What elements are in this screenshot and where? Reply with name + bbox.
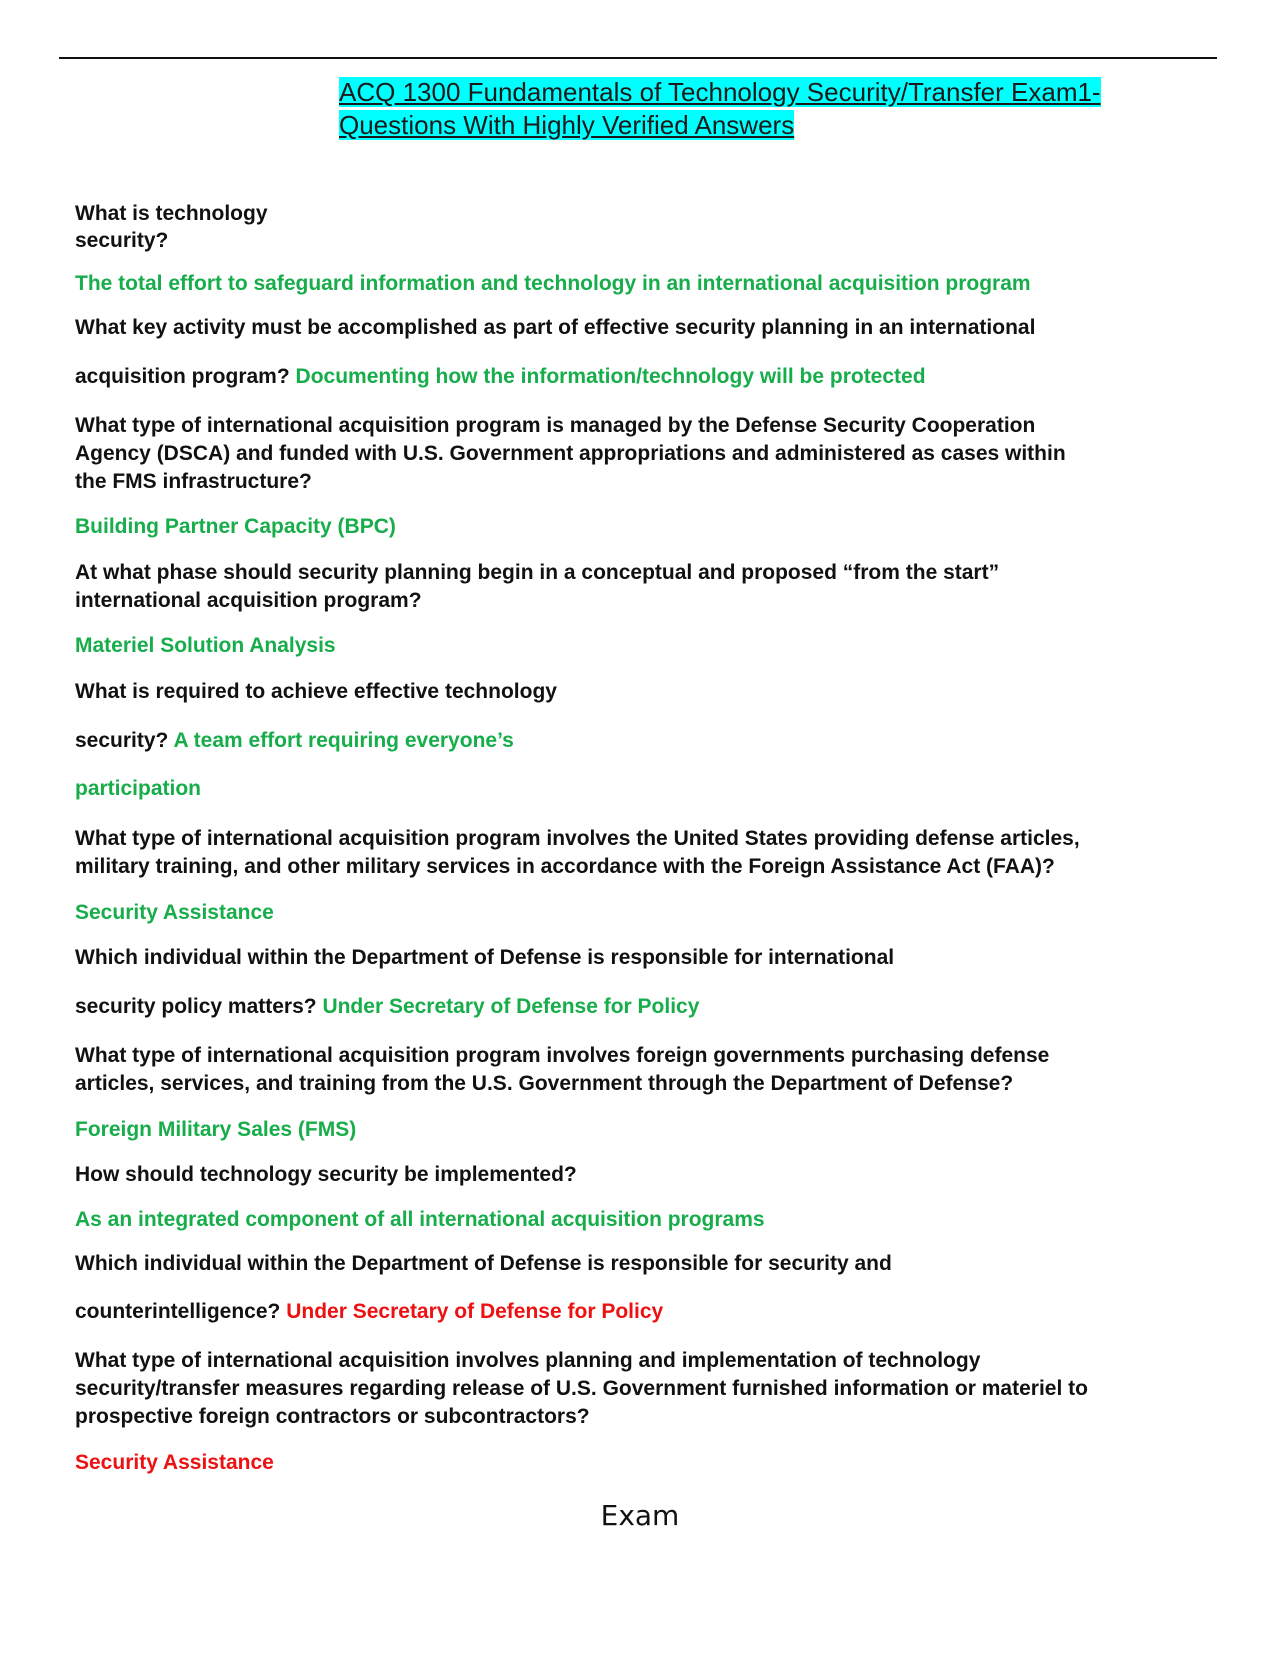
question-4-line-2: international acquisition program?	[75, 589, 422, 612]
answer-3: Building Partner Capacity (BPC)	[75, 515, 396, 538]
question-6-line-1: What type of international acquisition program involves the United States providing defense articles,	[75, 827, 1080, 850]
answer-10: Under Secretary of Defense for Policy	[286, 1300, 664, 1323]
answer-1: The total effort to safeguard information and technology in an international acquisition program	[75, 272, 1031, 295]
question-5-line-1: What is required to achieve effective technology	[75, 680, 557, 703]
answer-5-line-2: participation	[75, 777, 202, 800]
question-3-line-2: Agency (DSCA) and funded with U.S. Government appropriations and administered as cases within	[75, 442, 1066, 465]
question-9: How should technology security be implemented?	[75, 1163, 577, 1186]
question-4-line-1: At what phase should security planning begin in a conceptual and proposed “from the start”	[75, 561, 1000, 584]
question-11-line-3: prospective foreign contractors or subcontractors?	[75, 1405, 590, 1428]
qa-2-line-2	[75, 363, 926, 391]
answer-4: Materiel Solution Analysis	[75, 634, 336, 657]
answer-6: Security Assistance	[75, 901, 274, 924]
title-line-1: ACQ 1300 Fundamentals of Technology Security/Transfer Exam1-	[339, 77, 1101, 107]
question-3-line-3: the FMS infrastructure?	[75, 470, 312, 493]
document-title	[339, 76, 1219, 142]
question-3-line-1: What type of international acquisition program is managed by the Defense Security Cooperation	[75, 414, 1036, 437]
answer-5-line-1: A team effort requiring everyone’s	[173, 729, 514, 752]
question-10-line-2: counterintelligence?	[75, 1300, 281, 1323]
question-11-line-2: security/transfer measures regarding release of U.S. Government furnished information or materiel to	[75, 1377, 1088, 1400]
question-1-line-1: What is technology	[75, 202, 268, 225]
question-8-line-2: articles, services, and training from the U.S. Government through the Department of Defense?	[75, 1072, 1014, 1095]
top-rule	[59, 57, 1217, 59]
question-1-line-2: security?	[75, 229, 169, 252]
question-6-line-2: military training, and other military services in accordance with the Foreign Assistance Act (FAA)?	[75, 855, 1055, 878]
answer-2: Documenting how the information/technology will be protected	[295, 365, 926, 388]
question-8-line-1: What type of international acquisition program involves foreign governments purchasing defense	[75, 1044, 1050, 1067]
question-7-line-1: Which individual within the Department of Defense is responsible for international	[75, 946, 895, 969]
answer-8: Foreign Military Sales (FMS)	[75, 1118, 357, 1141]
question-5-line-2: security?	[75, 729, 169, 752]
answer-9: As an integrated component of all international acquisition programs	[75, 1208, 765, 1231]
question-10-line-1: Which individual within the Department of Defense is responsible for security and	[75, 1252, 892, 1275]
qa-5-line-2	[75, 727, 514, 755]
question-11-line-1: What type of international acquisition involves planning and implementation of technology	[75, 1349, 981, 1372]
question-7-line-2: security policy matters?	[75, 995, 317, 1018]
question-2-line-2: acquisition program?	[75, 365, 290, 388]
footer-label: Exam	[600, 1499, 680, 1532]
answer-7: Under Secretary of Defense for Policy	[322, 995, 700, 1018]
qa-10-line-2	[75, 1298, 663, 1326]
question-2-line-1: What key activity must be accomplished as part of effective security planning in an international	[75, 316, 1036, 339]
answer-11: Security Assistance	[75, 1451, 274, 1474]
qa-7-line-2	[75, 993, 699, 1021]
title-line-2: Questions With Highly Verified Answers	[339, 110, 795, 140]
